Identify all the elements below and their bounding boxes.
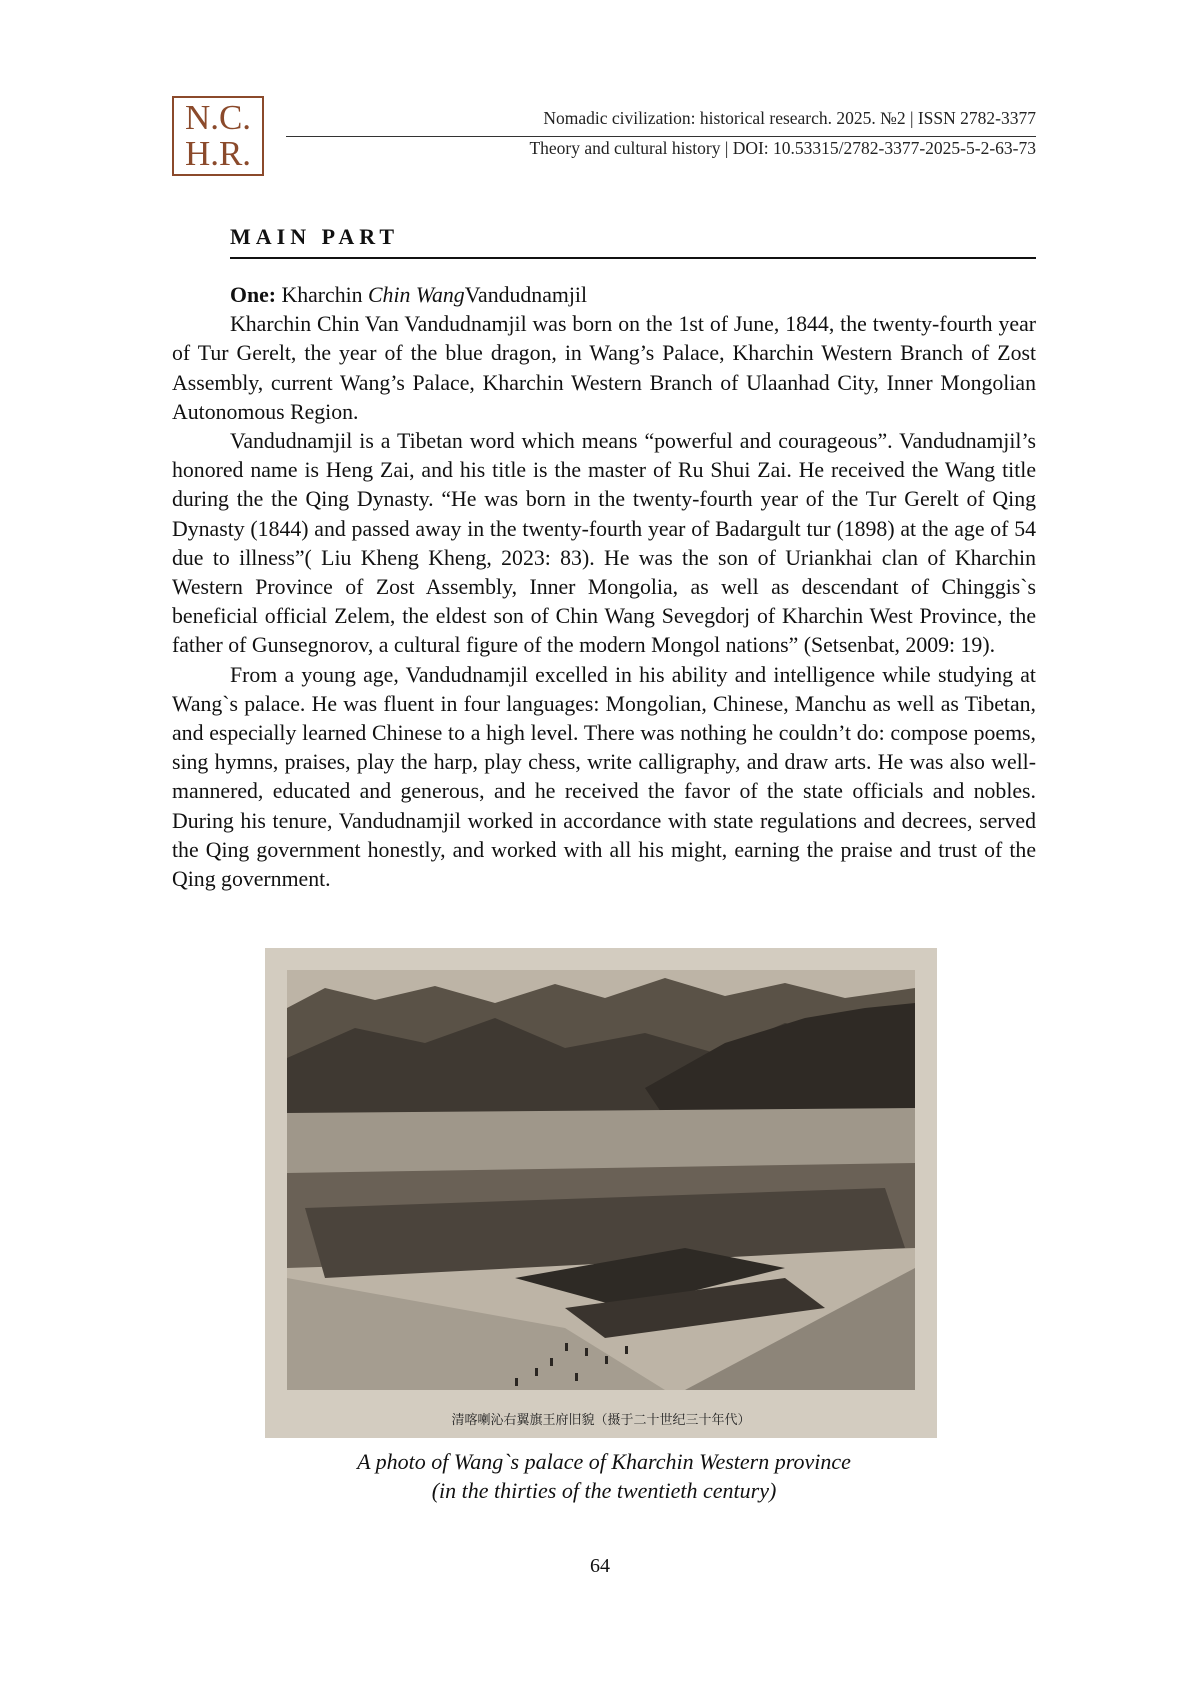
paragraph-3: From a young age, Vandudnamjil excelled in his ability and intelligence while studying at Wang`s palace. He was fluent in four languages: Mongolian, Chinese, Manchu as well as Tibetan, and especially learned Chinese to a high level. There was nothing he couldn’t do: compose poems, sing hymns, praises, play the harp, play chess, write calligraphy, and draw arts. He was also well-mannered, educated and generous, and he received the favor of the state officials and nobles. During his tenure, Vandudnamjil worked in accordance with state regulations and decrees, served the Qing government honestly, and worked with all his might, earning the praise and trust of the Qing government.	[172, 662, 1036, 892]
header-rule	[286, 136, 1036, 137]
page-number: 64	[590, 1555, 610, 1577]
section-info: Theory and cultural history | DOI: 10.53315/2782-3377-2025-5-2-63-73	[529, 138, 1036, 158]
paragraph-2: Vandudnamjil is a Tibetan word which means “powerful and courageous”. Vandudnamjil’s honored name is Heng Zai, and his title is the master of Ru Shui Zai. He received the Wang title during the the Qing Dynasty. “He was born in the twenty-fourth year of the Tur Gerelt of Qing Dynasty (1844) and passed away in the twenty-fourth year of Badargult tur (1898) at the age of 54 due to illness”( Liu Kheng Kheng, 2023: 83). He was the son of Uriankhai clan of Kharchin Western Province of Zost Assembly, Inner Mongolia, as well as descendant of Chinggis`s beneficial official Zelem, the eldest son of Chin Wang Sevegdorj of Kharchin West Province, the father of Gunsegnorov, a cultural figure of the modern Mongol nations” (Setsenbat, 2009: 19).	[172, 429, 1036, 658]
section-rule	[230, 257, 1036, 259]
subsection-name-italic: Chin Wang	[368, 283, 465, 307]
photo-inset-caption: 清喀喇沁右翼旗王府旧貌（摄于二十世纪三十年代）	[451, 1413, 751, 1428]
palace-photo	[265, 948, 937, 1438]
paragraph-1: Kharchin Chin Van Vandudnamjil was born on the 1st of June, 1844, the twenty-fourth year of Tur Gerelt, the year of the blue dragon, in Wang’s Palace, Kharchin Western Branch of Zost Assembly, current Wang’s Palace, Kharchin Western Branch of Ulaanhad City, Inner Mongolian Autonomous Region.	[172, 312, 1036, 424]
article-body	[172, 281, 1036, 894]
journal-logo	[172, 96, 264, 176]
figure-caption-line-2: (in the thirties of the twentieth century)	[431, 1478, 777, 1503]
subsection-heading	[172, 281, 1036, 310]
subsection-label: One:	[230, 283, 277, 307]
figure-caption-line-1: A photo of Wang`s palace of Kharchin Western province	[357, 1449, 851, 1474]
logo-line-1: N.C.	[184, 98, 252, 137]
running-header	[529, 108, 1036, 158]
figure-caption	[172, 1447, 1036, 1505]
photo-illustration	[265, 948, 937, 1438]
logo-line-2: H.R.	[184, 134, 252, 173]
subsection-name-plain: Kharchin	[276, 283, 369, 307]
subsection-name-rest: Vandudnamjil	[464, 283, 588, 307]
journal-info: Nomadic civilization: historical research. 2025. №2 | ISSN 2782-3377	[543, 108, 1036, 128]
section-title: MAIN PART	[230, 224, 400, 249]
